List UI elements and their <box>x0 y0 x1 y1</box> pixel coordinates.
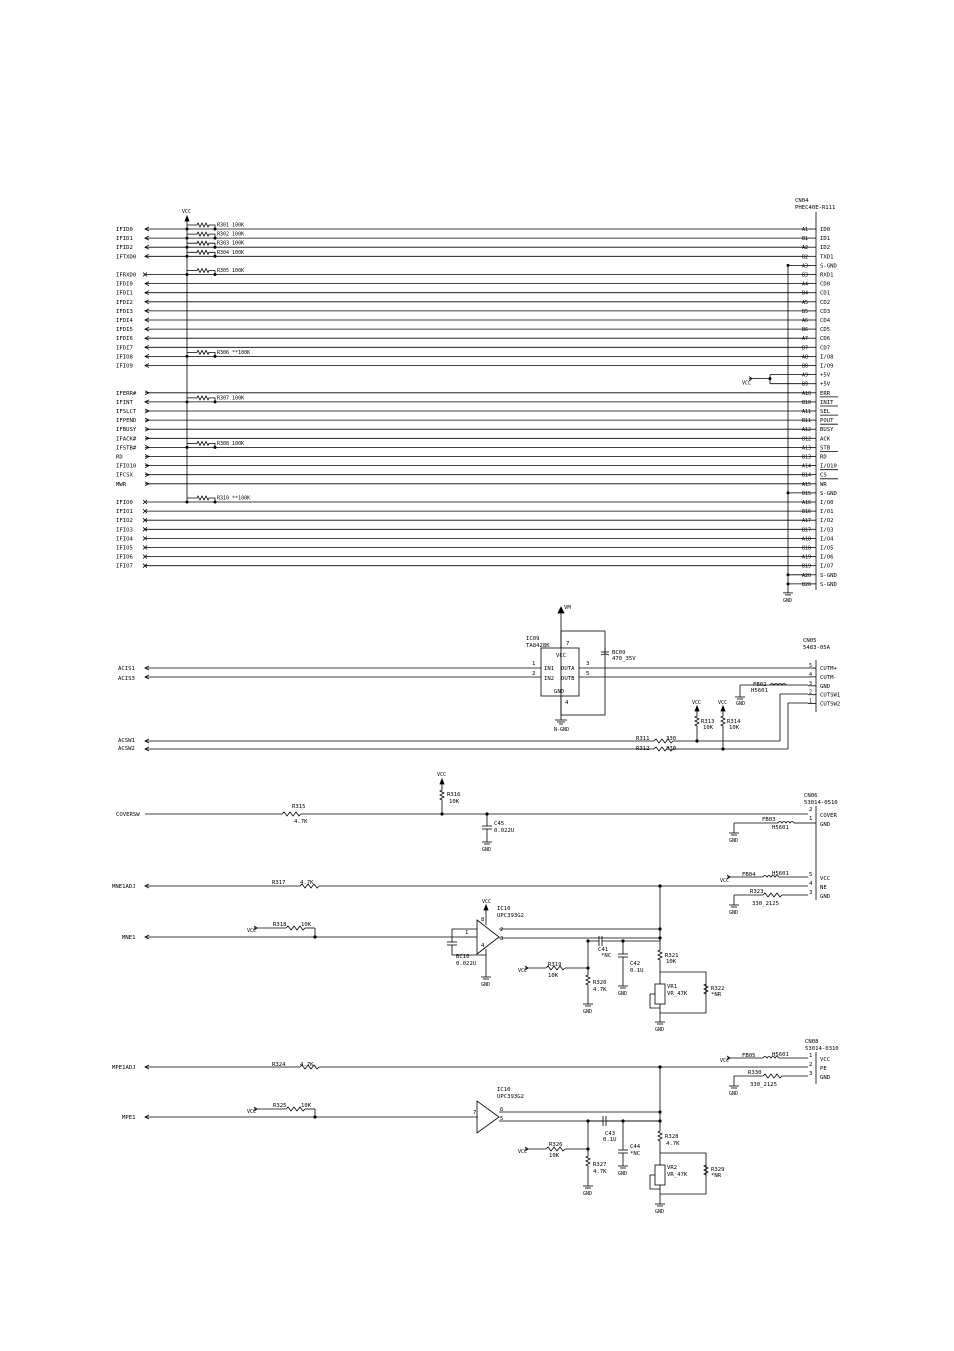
cn04-pin: A3 <box>802 263 809 270</box>
vr2-gnd: GND <box>655 1209 665 1215</box>
cn04-pin: B12 <box>802 436 812 443</box>
r319-ref: R319 <box>548 962 562 968</box>
cn04-pin: A2 <box>802 245 809 252</box>
cn05-signal: GND <box>820 683 831 690</box>
cn04-signal: I/O8 <box>820 354 834 361</box>
cn04-net-label: IFIO1 <box>116 509 133 516</box>
cn04-net-label: IFID0 <box>116 227 133 233</box>
cn04-signal: RXD1 <box>820 272 834 279</box>
cn04-signal: I/O1 <box>820 509 834 516</box>
cn04-signal: CD2 <box>820 299 831 306</box>
cn06-ne: NE <box>820 885 827 891</box>
ic10a-vcc: VCC <box>482 899 492 905</box>
cn08-pin1: 1 <box>809 1053 813 1059</box>
cn04-signal: BUSY <box>820 427 834 434</box>
cn04-pin: B5 <box>802 308 809 315</box>
cn08-pin3: 3 <box>809 1071 813 1077</box>
ic09-outa: OUTA <box>561 666 575 672</box>
vcc-arrow-icon <box>484 905 488 910</box>
cn04-signal: S-GND <box>820 490 837 497</box>
pullup-resistor-label: R308 100K <box>217 440 245 447</box>
vr1-ref: VR1 <box>667 984 678 990</box>
r330-ref: R330 <box>748 1070 762 1076</box>
cn04-pin: A12 <box>802 427 812 434</box>
r317-val: 4.7K <box>300 880 314 886</box>
fb04-ref: FB04 <box>742 872 756 878</box>
cn04-signal: +5V <box>820 381 831 388</box>
ic09-in2: IN2 <box>544 676 555 682</box>
ic10a-pin3: 3 <box>500 936 504 942</box>
cn04-pin: A13 <box>802 445 812 452</box>
ic10b-pin5: 5 <box>500 1116 504 1122</box>
c45-gnd: GND <box>482 847 492 853</box>
bc09-ref: BC09 <box>612 650 626 656</box>
cn04-net-label: IFDI5 <box>116 327 133 334</box>
pullup-resistor-label: R304 100K <box>217 249 245 256</box>
cn04-net-label: IFIO7 <box>116 563 133 570</box>
cn04-net-label: IFIO2 <box>116 518 133 525</box>
r313-val: 10K <box>703 725 714 731</box>
c42-val: 0.1U <box>630 968 644 974</box>
cn04-pin: B15 <box>802 490 812 497</box>
cn05-pin: 3 <box>809 680 813 687</box>
ic09-section <box>118 605 840 752</box>
cn06-pin4: 4 <box>809 881 813 887</box>
pullup-vcc: VCC <box>182 209 192 215</box>
cn05-part: 5483-05A <box>803 645 830 651</box>
r320-ref: R320 <box>593 980 607 986</box>
ic09-pin5: 5 <box>586 671 590 677</box>
r319-vcc: VCC <box>518 968 528 974</box>
ic09-vm: VM <box>564 605 571 611</box>
net-coversw: COVERSW <box>116 812 140 818</box>
r312-val: 330 <box>666 746 677 752</box>
cn04-signal: I/O9 <box>820 363 834 370</box>
cn06-vcc: VCC <box>820 876 831 882</box>
ic10b-pin6: 6 <box>500 1107 504 1113</box>
pullup-resistor-label: R303 100K <box>217 240 245 247</box>
cn08-gnd: GND <box>820 1075 831 1081</box>
r327-gnd: GND <box>583 1191 593 1197</box>
c41-val: *NC <box>601 953 612 959</box>
cn04-signal: CD1 <box>820 290 831 297</box>
cn04-pin: A4 <box>802 281 809 288</box>
cn04-pin: A8 <box>802 354 809 361</box>
cn04-signal: ERR <box>820 390 831 397</box>
r327-val: 4.7K <box>593 1169 607 1175</box>
cn04-signal: S-GND <box>820 581 837 588</box>
net-acsw1: ACSW1 <box>118 738 135 744</box>
cn04-net-label: IFDI2 <box>116 299 133 306</box>
cn04-net-label: IFID1 <box>116 236 133 243</box>
cn04-signal: SEL <box>820 409 831 415</box>
ic10a-part: UPC393G2 <box>497 913 524 919</box>
r316-vcc: VCC <box>437 772 447 778</box>
r317-ref: R317 <box>272 880 286 886</box>
r315-ref: R315 <box>292 804 306 810</box>
cn04-pin: B6 <box>802 327 809 334</box>
cn04-net-label: IFDI6 <box>116 336 133 343</box>
cn06-part: 53014-0510 <box>804 800 838 806</box>
net-acis1: ACIS1 <box>118 666 135 672</box>
r311-ref: R311 <box>636 736 650 742</box>
r326-val: 10K <box>549 1153 560 1159</box>
cn06-pin3: 3 <box>809 890 813 896</box>
cn04-pin: A6 <box>802 318 809 324</box>
cn08-pin2: 2 <box>809 1062 813 1068</box>
ic09-part: TA8428K <box>526 643 550 649</box>
cn04-pin: B18 <box>802 545 812 552</box>
cn04-signal: STB <box>820 445 831 452</box>
cn04-pin: B3 <box>802 272 809 279</box>
r324-val: 4.7K <box>300 1062 314 1068</box>
cn04-pin: A11 <box>802 409 812 415</box>
cn05-signal: CUTSW2 <box>820 701 841 708</box>
cn05-signal: CUTM- <box>820 674 837 681</box>
cn04-signal: I/O2 <box>820 518 834 525</box>
fb05-val: H5601 <box>772 1052 789 1058</box>
r320-val: 4.7K <box>593 987 607 993</box>
cn04-pin: A1 <box>802 227 809 233</box>
cn04-signal: CD6 <box>820 336 831 343</box>
vr1-body <box>655 984 665 1004</box>
ic09-pin4: 4 <box>565 700 569 706</box>
cn04-net-label: IFIO10 <box>116 463 137 470</box>
vr1-gnd: GND <box>655 1027 665 1033</box>
fb04-val: H5601 <box>772 871 789 877</box>
cn04-pin: A18 <box>802 536 812 543</box>
cn04-net-label: IFIO8 <box>116 354 133 361</box>
r313-ref: R313 <box>701 719 715 725</box>
cn04-signal: CD3 <box>820 308 831 315</box>
cn04-section <box>116 198 838 604</box>
r323-gnd: GND <box>729 910 739 916</box>
cn04-signal: I/O4 <box>820 536 834 543</box>
r315-val: 4.7K <box>294 819 308 825</box>
cn04-net-label: IFID2 <box>116 245 133 252</box>
ic09-pin1: 1 <box>532 661 536 667</box>
cn06-ref: CN06 <box>804 793 818 799</box>
bc10-val: 0.022U <box>456 961 477 967</box>
cn04-pin: B14 <box>802 472 812 479</box>
cn04-signal: INIT <box>820 399 834 406</box>
cn04-signal: I/O7 <box>820 563 834 570</box>
vr2-ref: VR2 <box>667 1165 678 1171</box>
ic10b-pin7: 7 <box>473 1110 477 1116</box>
r326-ref: R326 <box>549 1142 563 1148</box>
pullup-resistor-label: R305 100K <box>217 268 245 274</box>
r321-ref: R321 <box>665 953 679 959</box>
r329-ref: R329 <box>711 1167 725 1173</box>
r318-ref: R318 <box>273 922 287 928</box>
cn06-gnd2: GND <box>820 894 831 900</box>
cn05-signal: CUTM+ <box>820 666 837 672</box>
cn06-pin5: 5 <box>809 872 813 878</box>
ic10b-part: UPC393G2 <box>497 1094 524 1100</box>
cn04-pin: A5 <box>802 299 809 306</box>
cn05-pin: 4 <box>809 671 813 678</box>
cn04-signal: I/O6 <box>820 554 834 561</box>
cn08-ref: CN08 <box>805 1039 819 1045</box>
ic10a-pin4: 4 <box>481 943 485 949</box>
vcc-arrow-icon <box>440 779 444 784</box>
r328-val: 4.7K <box>666 1141 680 1147</box>
cn04-signal: WR <box>820 481 827 488</box>
cn04-net-label: IFDI1 <box>116 290 133 297</box>
r323-ref: R323 <box>750 889 764 895</box>
cn04-net-label: IFTXD0 <box>116 254 137 261</box>
cn04-pin: B20 <box>802 581 812 588</box>
cn04-net-label: IFACK# <box>116 436 137 443</box>
cn04-pin: B10 <box>802 399 812 406</box>
c44-gnd: GND <box>618 1171 628 1177</box>
c45-val: 0.022U <box>494 828 515 834</box>
cn06-pin1: 1 <box>809 816 813 822</box>
cn04-pin: A15 <box>802 481 812 488</box>
cn04-signal: TXD1 <box>820 254 834 261</box>
cn04-net-label: IFCSX <box>116 472 133 479</box>
cn04-signal: CD7 <box>820 345 831 352</box>
r316-val: 10K <box>449 799 460 805</box>
cn04-pin: A16 <box>802 500 812 506</box>
cn04-net-label: IFBUSY <box>116 427 137 434</box>
r327-ref: R327 <box>593 1162 607 1168</box>
bc09-val: 470_35V <box>612 656 636 662</box>
cn05-pin: 2 <box>809 689 813 696</box>
ic10a-pin1: 1 <box>465 930 469 936</box>
cn04-net-label: IFSLCT <box>116 409 137 415</box>
vr2-val: VR_47K <box>667 1172 688 1178</box>
ic10a-ref: IC10 <box>497 906 511 912</box>
r330-gnd: GND <box>729 1091 739 1097</box>
cn06-cover: COVER <box>820 813 837 819</box>
ne-sensor-section <box>112 880 808 1033</box>
cn08-pe: PE <box>820 1066 827 1072</box>
cn06-gnd: GND <box>820 822 831 828</box>
r319-val: 10K <box>548 973 559 979</box>
fb02-gnd: GND <box>736 701 746 707</box>
pullup-resistor-label: R301 100K <box>217 222 245 229</box>
cn04-net-label: IFIO5 <box>116 545 133 552</box>
vcc-arrow-icon <box>185 216 189 221</box>
cn08-part: 53014-0310 <box>805 1046 839 1052</box>
cn04-pin: B13 <box>802 454 812 461</box>
r312-ref: R312 <box>636 746 650 752</box>
fb05-vcc: VCC <box>720 1058 730 1064</box>
pullup-resistor-label: R310 **100K <box>217 495 251 502</box>
cn04-signal: ID0 <box>820 227 831 233</box>
cn04-net-label: IFIO6 <box>116 554 133 561</box>
cn04-pin: B2 <box>802 254 809 261</box>
r329-val: *NR <box>711 1173 722 1179</box>
r318-val: 10K <box>301 922 312 928</box>
ic09-vcc: VCC <box>556 653 567 659</box>
r313-vcc: VCC <box>692 700 702 706</box>
pullup-resistor-label: R302 100K <box>217 231 245 238</box>
ic09-outb: OUTB <box>561 676 575 682</box>
cn04-net-label: IFDI7 <box>116 345 133 352</box>
fb04-vcc: VCC <box>720 878 730 884</box>
r321-val: 10K <box>666 959 677 965</box>
ic09-ngnd: N-GND <box>554 727 570 733</box>
bc10-ref: BC10 <box>456 954 470 960</box>
cn04-signal: ID2 <box>820 245 831 252</box>
cn04-net-label: MWR <box>116 481 127 488</box>
cn05-pin: 1 <box>809 698 813 705</box>
cn04-pin: B7 <box>802 345 809 352</box>
cn05-pin: 5 <box>809 663 813 669</box>
cn04-net-label: IFRXD0 <box>116 272 137 279</box>
r311-val: 330 <box>666 736 677 742</box>
fb03-ref: FB03 <box>762 817 776 823</box>
r314-vcc: VCC <box>718 700 728 706</box>
cn04-pin: B4 <box>802 290 809 297</box>
r318-vcc: VCC <box>247 928 257 934</box>
cn04-pin: A14 <box>802 463 812 470</box>
r323-val: 330_2125 <box>752 901 779 907</box>
cn04-net-label: IFDI0 <box>116 281 133 288</box>
cn04-signal: I/O5 <box>820 545 834 552</box>
r314-val: 10K <box>729 725 740 731</box>
c44-val: *NC <box>630 1151 641 1157</box>
cn04-pin: A17 <box>802 518 812 525</box>
cn04-ref: CN04 <box>795 198 809 204</box>
r320-gnd: GND <box>583 1009 593 1015</box>
vr2-body <box>655 1165 665 1185</box>
pe-sensor-section <box>112 1039 839 1215</box>
cn04-pin: B19 <box>802 563 812 570</box>
ic09-in1: IN1 <box>544 666 555 672</box>
r324-ref: R324 <box>272 1062 286 1068</box>
net-acsw2: ACSW2 <box>118 746 135 752</box>
pullup-resistor-label: R307 100K <box>217 395 245 402</box>
cn06-pin2: 2 <box>809 807 813 813</box>
cn04-pin: B1 <box>802 236 809 243</box>
ic10b-ref: IC10 <box>497 1087 511 1093</box>
c45-ref: C45 <box>494 821 505 827</box>
cn04-net-label: IFIO9 <box>116 363 133 370</box>
c44-ref: C44 <box>630 1144 641 1150</box>
c41-ref: C41 <box>598 947 609 953</box>
ic10a-pin8: 8 <box>481 917 485 923</box>
cn04-signal: RD <box>820 454 827 461</box>
cn04-signal: CD4 <box>820 318 831 324</box>
cn04-net-label: IFIO0 <box>116 500 133 506</box>
ic10a-pin2: 2 <box>500 927 504 933</box>
cn04-signal: S-GND <box>820 263 837 270</box>
net-acis3: ACIS3 <box>118 676 135 682</box>
fb03-gnd: GND <box>729 838 739 844</box>
cn04-signal: CD0 <box>820 281 831 288</box>
cn04-signal: S-GND <box>820 572 837 579</box>
cn05-signal: CUTSW1 <box>820 692 841 699</box>
r328-ref: R328 <box>665 1134 679 1140</box>
cn04-signal: CD5 <box>820 327 831 334</box>
ic09-pin7: 7 <box>566 641 570 647</box>
r316-ref: R316 <box>447 792 461 798</box>
r322-val: *NR <box>711 992 722 998</box>
r314-ref: R314 <box>727 719 741 725</box>
cn04-net-label: IFINT <box>116 399 133 406</box>
cn04-net-label: IFDI3 <box>116 308 133 315</box>
net-mne1: MNE1 <box>122 935 136 941</box>
cn04-net-label: IFIO4 <box>116 536 133 543</box>
ic09-gnd: GND <box>554 689 565 695</box>
cn04-net-label: RD <box>116 454 123 461</box>
cn05-ref: CN05 <box>803 638 817 644</box>
cn04-pin: A19 <box>802 554 812 561</box>
ic10b-comparator <box>477 1101 499 1133</box>
cn04-pin: B16 <box>802 509 812 516</box>
cn04-pin: A10 <box>802 390 812 397</box>
ic09-pin3: 3 <box>586 661 590 667</box>
cn04-signal: I/O3 <box>820 527 834 534</box>
cn04-net-label: IFDI4 <box>116 318 133 324</box>
cn04-pin: A20 <box>802 572 812 579</box>
ic09-ref: IC09 <box>526 636 540 642</box>
vcc-arrow-icon <box>695 706 699 711</box>
c43-ref: C43 <box>605 1131 616 1137</box>
c42-gnd: GND <box>618 991 628 997</box>
fb05-ref: FB05 <box>742 1053 756 1059</box>
cn04-pin: B11 <box>802 418 812 425</box>
cn04-pin: A9 <box>802 372 809 379</box>
r322-ref: R322 <box>711 986 725 992</box>
cn04-net-label: IFPEND <box>116 418 137 425</box>
cn04-pin: B8 <box>802 363 809 370</box>
cn04-signal: ID1 <box>820 236 831 243</box>
cn04-signal: POUT <box>820 418 834 425</box>
cn04-signal: CS <box>820 472 827 479</box>
cn04-net-label: IFSTB# <box>116 445 137 452</box>
ic10a-gnd: GND <box>481 982 491 988</box>
ic09-pin2: 2 <box>532 671 536 677</box>
cn08-vcc: VCC <box>820 1057 831 1063</box>
r325-vcc: VCC <box>247 1109 257 1115</box>
vr1-val: VR_47K <box>667 991 688 997</box>
c43-val: 0.1U <box>603 1137 617 1143</box>
cn04-pin: B9 <box>802 381 809 388</box>
cn04-pin: A7 <box>802 336 809 343</box>
net-mpe1adj: MPE1ADJ <box>112 1065 136 1071</box>
pullup-resistor-label: R306 **100K <box>217 349 251 356</box>
cn04-part: PHEC40E-R111 <box>795 205 836 211</box>
cn04-gnd: GND <box>783 597 793 604</box>
vcc-arrow-icon <box>721 706 725 711</box>
v5-vcc: VCC <box>742 380 752 387</box>
fb02-val: H5601 <box>751 688 768 694</box>
r330-val: 330_2125 <box>750 1082 777 1088</box>
fb03-val: H5601 <box>772 825 789 831</box>
cn04-signal: I/O0 <box>820 500 834 506</box>
cn06-section <box>116 772 838 916</box>
cn04-signal: I/O10 <box>820 463 837 470</box>
cn04-pin: B17 <box>802 527 812 534</box>
cn04-net-label: IFIO3 <box>116 527 133 534</box>
r326-vcc: VCC <box>518 1149 528 1155</box>
net-mne1adj: MNE1ADJ <box>112 884 136 890</box>
r325-ref: R325 <box>273 1103 287 1109</box>
cn04-net-label: IFERR# <box>116 390 137 397</box>
c42-ref: C42 <box>630 961 641 967</box>
fb02-ref: FB02 <box>753 682 767 688</box>
cn04-signal: ACK <box>820 436 831 443</box>
cn04-signal: +5V <box>820 372 831 379</box>
r325-val: 10K <box>301 1103 312 1109</box>
net-mpe1: MPE1 <box>122 1115 136 1121</box>
